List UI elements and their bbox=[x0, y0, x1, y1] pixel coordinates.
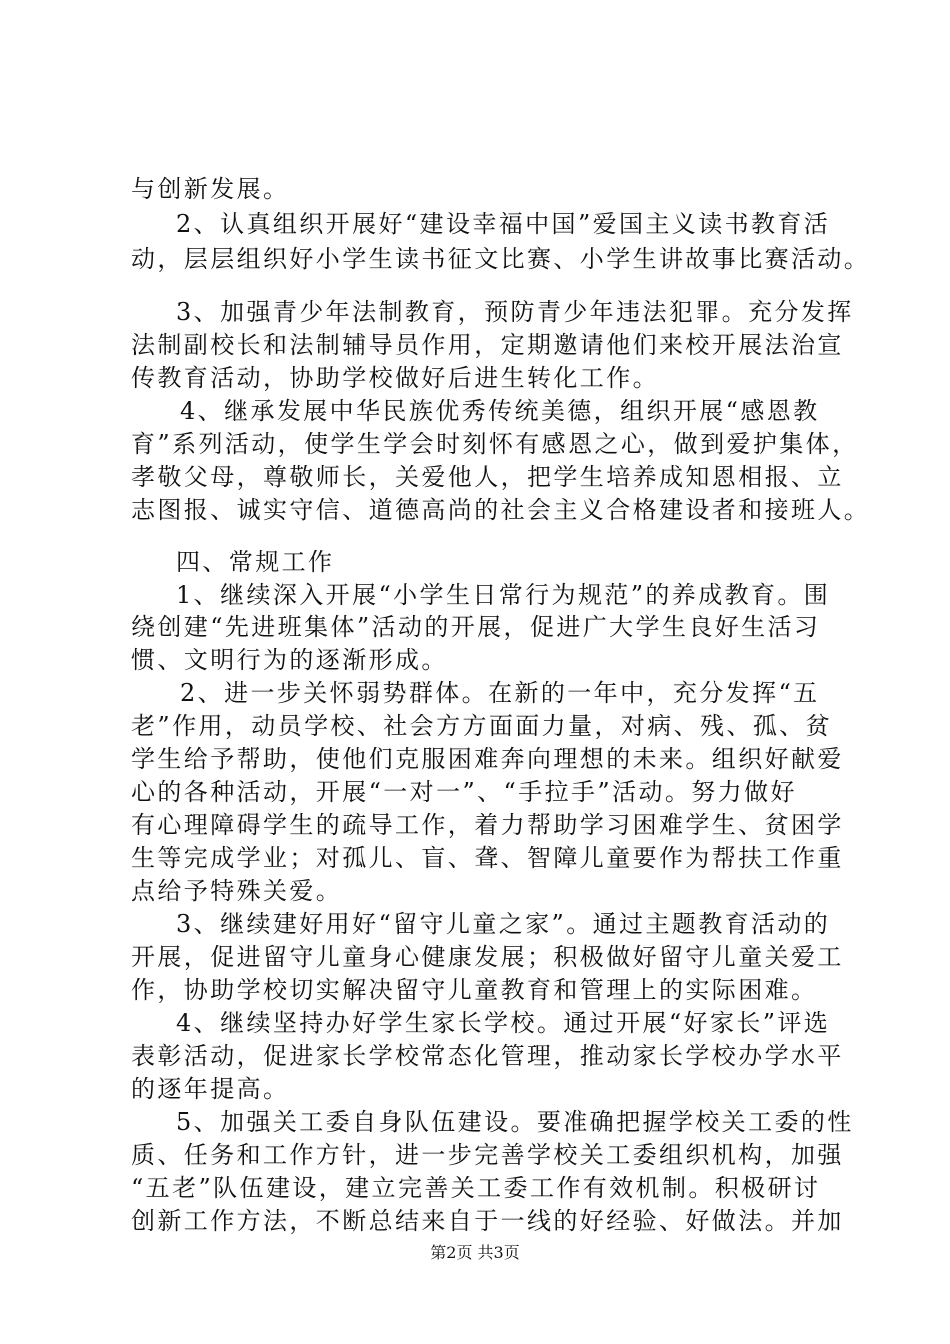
text-line: 惯、文明行为的逐渐形成。 bbox=[131, 646, 448, 674]
text-line: 开展，促进留守儿童身心健康发展；积极做好留守儿童关爱工 bbox=[131, 943, 844, 971]
text-line: 4、继承发展中华民族优秀传统美德，组织开展“感恩教 bbox=[180, 397, 820, 425]
text-line: 孝敬父母，尊敬师长，关爱他人，把学生培养成知恩相报、立 bbox=[131, 463, 844, 491]
text-line: 志图报、诚实守信、道德高尚的社会主义合格建设者和接班人。 bbox=[131, 496, 871, 524]
text-line: 与创新发展。 bbox=[131, 175, 290, 203]
text-line: 1、继续深入开展“小学生日常行为规范”的养成教育。围 bbox=[176, 581, 831, 609]
text-line: 法制副校长和法制辅导员作用，定期邀请他们来校开展法治宣 bbox=[131, 331, 844, 359]
text-line: 心的各种活动，开展“一对一”、“手拉手”活动。努力做好 bbox=[131, 778, 797, 806]
text-line: 4、继续坚持办好学生家长学校。通过开展“好家长”评选 bbox=[176, 1009, 831, 1037]
text-line: 学生给予帮助，使他们克服困难奔向理想的未来。组织好献爱 bbox=[131, 745, 844, 773]
text-line: 生等完成学业；对孤儿、盲、聋、智障儿童要作为帮扶工作重 bbox=[131, 844, 844, 872]
text-line: 创新工作方法，不断总结来自于一线的好经验、好做法。并加 bbox=[131, 1207, 844, 1235]
text-line: 质、任务和工作方针，进一步完善学校关工委组织机构，加强 bbox=[131, 1141, 844, 1169]
text-line: 5、加强关工委自身队伍建设。要准确把握学校关工委的性 bbox=[176, 1108, 854, 1136]
text-line: 有心理障碍学生的疏导工作，着力帮助学习困难学生、贫困学 bbox=[131, 811, 844, 839]
page-footer: 第2页 共3页 bbox=[430, 1243, 520, 1262]
text-line: 老”作用，动员学校、社会方方面面力量，对病、残、孤、贫 bbox=[131, 712, 833, 740]
text-line: 育”系列活动，使学生学会时刻怀有感恩之心，做到爱护集体， bbox=[131, 430, 859, 458]
text-line: 3、继续建好用好“留守儿童之家”。通过主题教育活动的 bbox=[176, 910, 831, 938]
text-line: 点给予特殊关爱。 bbox=[131, 877, 343, 905]
text-line: 2、进一步关怀弱势群体。在新的一年中，充分发挥“五 bbox=[180, 679, 820, 707]
text-line: 的逐年提高。 bbox=[131, 1075, 290, 1103]
text-line: 表彰活动，促进家长学校常态化管理，推动家长学校办学水平 bbox=[131, 1042, 844, 1070]
text-line: “五老”队伍建设，建立完善关工委工作有效机制。积极研讨 bbox=[131, 1174, 821, 1202]
text-line: 动，层层组织好小学生读书征文比赛、小学生讲故事比赛活动。 bbox=[131, 245, 871, 273]
text-line: 作，协助学校切实解决留守儿童教育和管理上的实际困难。 bbox=[131, 976, 818, 1004]
text-line: 3、加强青少年法制教育，预防青少年违法犯罪。充分发挥 bbox=[176, 298, 854, 326]
text-line: 绕创建“先进班集体”活动的开展，促进广大学生良好生活习 bbox=[131, 613, 821, 641]
section-heading: 四、常规工作 bbox=[176, 548, 335, 576]
text-line: 传教育活动，协助学校做好后进生转化工作。 bbox=[131, 364, 659, 392]
text-line: 2、认真组织开展好“建设幸福中国”爱国主义读书教育活 bbox=[176, 210, 831, 238]
